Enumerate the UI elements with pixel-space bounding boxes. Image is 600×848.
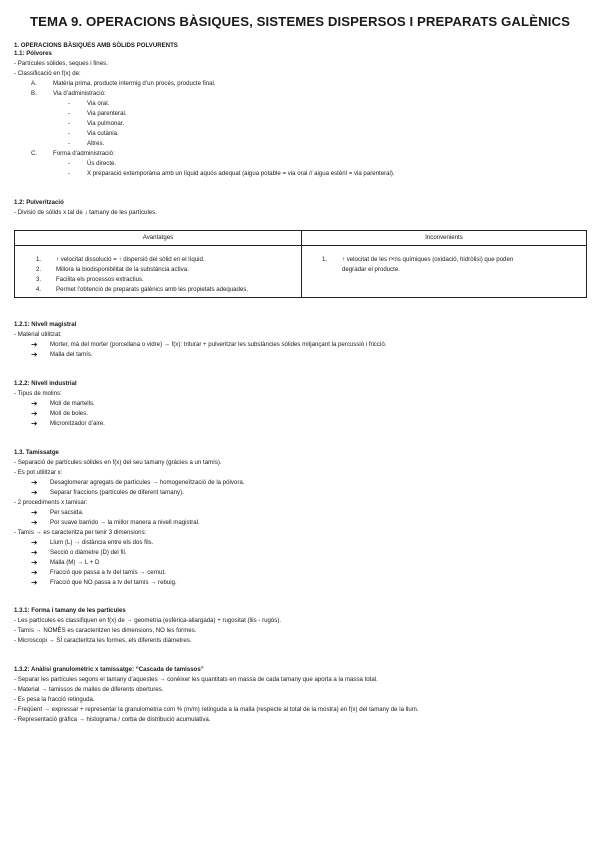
list-item: Molí de boles. (50, 410, 88, 417)
subheading-1-1: 1.1: Pólvores (14, 50, 52, 57)
bullet-classification: - Classificació en f(x) de: (14, 70, 81, 77)
subheading-1-3-1: 1.3.1: Forma i tamany de les partícules (14, 607, 126, 614)
bullet-mills: - Tipus de molins: (14, 390, 62, 397)
dash-marker: - (68, 130, 71, 137)
section-heading-1: 1. OPERACIONS BÀSIQUES AMB SÒLIDS POLVURENTS (14, 42, 178, 49)
via-item: Altres. (87, 140, 105, 147)
bullet-line: - Freqüent → expressar + representar la granulometria com % (m/m) retinguda a la malla (respecte al total de la mostra) en f(x) del tamany de la llum. (14, 706, 419, 713)
list-item: Fracció que passa a tv del tamís → cernut. (50, 569, 166, 576)
table-row-number: 3. (36, 276, 42, 283)
arrow-bullet-icon: ➔ (31, 538, 38, 547)
table-cell-inconvenient-cont: degradar el producte. (342, 266, 400, 273)
bullet-line: - Material → tamissos de malles de diferents obertures. (14, 686, 164, 693)
bullet-line: - Microscopi → SÍ caracteritza les formes, els diferents diàmetres. (14, 637, 192, 644)
arrow-bullet-icon: ➔ (31, 488, 38, 497)
table-row-number: 4. (36, 286, 42, 293)
bullet-procedures: - 2 procediments x tamisar: (14, 499, 88, 506)
dash-marker: - (68, 160, 71, 167)
list-item: Llum (L) → distància entre els dos fils. (50, 539, 154, 546)
subheading-1-3: 1.3. Tamissatge (14, 449, 59, 456)
arrow-bullet-icon: ➔ (31, 419, 38, 428)
arrow-bullet-icon: ➔ (31, 508, 38, 517)
arrow-bullet-icon: ➔ (31, 409, 38, 418)
arrow-bullet-icon: ➔ (31, 518, 38, 527)
subheading-1-2-2: 1.2.2: Nivell industrial (14, 380, 77, 387)
list-item: Desaglomerar agregats de partícules → homogeneïtzació de la pólvora. (50, 479, 245, 486)
bullet-line: - Les partícules es classifiquen en f(x) de → geometria (esfèrica-allargada) + rugositat (llis - rugós). (14, 617, 282, 624)
table-cell-advantage: ↑ velocitat dissolució = ↑ dispersió del sòlid en el líquid. (56, 256, 205, 263)
table-row-number: 1. (322, 256, 328, 263)
bullet-line: - Es pesa la fracció retinguda. (14, 696, 95, 703)
table-cell-advantage: Facilita els processos extractius. (56, 276, 144, 283)
bullet-particles: - Partícules sòlides, seques i fines. (14, 60, 108, 67)
list-item: Micronitzador d’aire. (50, 420, 105, 427)
list-item: Per sacsida. (50, 509, 84, 516)
arrow-bullet-icon: ➔ (31, 478, 38, 487)
table-header-inconvenients: Inconvenients (425, 234, 463, 241)
via-item: Via cutània. (87, 130, 119, 137)
bullet-line: - Representació gràfica → histograma / corba de distribució acumulativa. (14, 716, 211, 723)
table-cell-advantage: Millora la biodisponibilitat de la substància activa. (56, 266, 189, 273)
page-title: TEMA 9. OPERACIONS BÀSIQUES, SISTEMES DISPERSOS I PREPARATS GALÈNICS (30, 14, 570, 29)
admin-item: X preparació extemporània amb un líquid aquós adequat (aigua potable = via oral // aigua estèril = via parenteral). (87, 170, 395, 177)
subheading-1-3-2: 1.3.2: Anàlisi granulomètric x tamissatge: “Cascada de tamissos” (14, 666, 204, 673)
list-item-b: Via d’administració: (53, 90, 106, 97)
advantages-table (14, 230, 587, 298)
list-item: Fracció que NO passa a tv del tamís → rebuig. (50, 579, 177, 586)
list-item: Secció o diàmetre (D) del fil. (50, 549, 127, 556)
arrow-bullet-icon: ➔ (31, 578, 38, 587)
bullet-separation: - Separació de partícules sòlides en f(x) del seu tamany (gràcies a un tamís). (14, 459, 222, 466)
arrow-bullet-icon: ➔ (31, 548, 38, 557)
bullet-usage: - Es pot utilitzar x: (14, 469, 63, 476)
list-item: Por suave barrido → la millor manera a nivell magistral. (50, 519, 200, 526)
table-row-number: 1. (36, 256, 42, 263)
dash-marker: - (68, 170, 71, 177)
arrow-bullet-icon: ➔ (31, 558, 38, 567)
list-marker-c: C. (31, 150, 38, 157)
list-item-a: Matèria prima, producte intermig d’un procés, producte final. (53, 80, 216, 87)
table-cell-inconvenient: ↑ velocitat de les r×ns químiques (oxidació, hidròlisi) que poden (342, 256, 514, 263)
list-item: Malla (M) → L + D (50, 559, 100, 566)
list-item-c: Forma d’administració: (53, 150, 115, 157)
list-item: Molí de martells. (50, 400, 95, 407)
table-header-advantages: Avantatges (142, 234, 174, 241)
via-item: Via oral. (87, 100, 110, 107)
dash-marker: - (68, 110, 71, 117)
arrow-bullet-icon: ➔ (31, 350, 38, 359)
list-marker-a: A. (31, 80, 37, 87)
bullet-line: - Tamís → NOMÉS es caracteritzen les dimensions, NO les formes. (14, 627, 197, 634)
dash-marker: - (68, 140, 71, 147)
bullet-material: - Material utilitzat: (14, 331, 62, 338)
list-marker-b: B. (31, 90, 37, 97)
bullet-line: - Separar les partícules segons el tamany d’aquestes → conèixer les quantitats en massa de cada tamany que aporta a la massa total. (14, 676, 378, 683)
list-item: Separar fraccions (partícules de diferent tamany). (50, 489, 184, 496)
subheading-1-2: 1.2: Pulverització (14, 199, 64, 206)
via-item: Via parenteral. (87, 110, 127, 117)
bullet-division: - Divisió de sòlids x tal de ↓ tamany de les partícules. (14, 209, 157, 216)
bullet-sieve-dimensions: - Tamís → es caracteritza per tenir 3 dimensions: (14, 529, 147, 536)
arrow-bullet-icon: ➔ (31, 340, 38, 349)
list-item: Morter, mà del morter (porcellana o vidre) → f(x): triturar + pulveritzar les substàncies sòlides mitjançant la percussió i fricció. (50, 341, 387, 348)
arrow-bullet-icon: ➔ (31, 568, 38, 577)
via-item: Via pulmonar. (87, 120, 125, 127)
admin-item: Ús directe. (87, 160, 117, 167)
arrow-bullet-icon: ➔ (31, 399, 38, 408)
dash-marker: - (68, 100, 71, 107)
subheading-1-2-1: 1.2.1: Nivell magistral (14, 321, 77, 328)
table-row-number: 2. (36, 266, 42, 273)
dash-marker: - (68, 120, 71, 127)
table-cell-advantage: Permet l’obtenció de preparats galènics amb les propietats adequades. (56, 286, 249, 293)
list-item: Malla del tamís. (50, 351, 93, 358)
